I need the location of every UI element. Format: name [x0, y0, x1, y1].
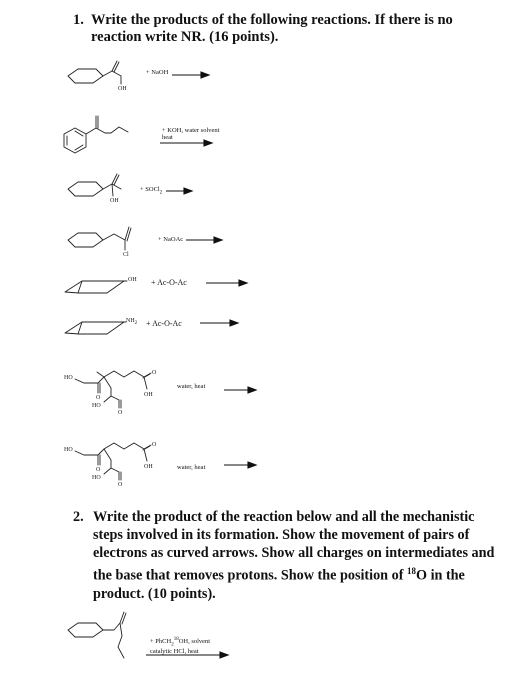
arrow-7 — [224, 387, 256, 393]
atom-label: OH — [118, 86, 127, 92]
arrow-6 — [200, 320, 238, 326]
reagent-2: + KOH, water solvent heat — [162, 127, 220, 141]
arrow-3 — [166, 188, 192, 194]
arrow-4 — [186, 237, 222, 243]
atom-label: O — [152, 442, 157, 448]
atom-label: HO — [64, 447, 73, 453]
reagent-6: + Ac-O-Ac — [146, 319, 182, 328]
atom-label: O — [118, 482, 123, 488]
reagent-4: + NaOAc — [158, 236, 184, 243]
atom-label: O — [152, 370, 157, 376]
atom-label: O — [96, 395, 101, 401]
question-2-number: 2. — [73, 509, 84, 525]
atom-label: O — [118, 410, 123, 416]
atom-label: HO — [64, 375, 73, 381]
question-1-number: 1. — [73, 12, 84, 28]
atom-label: HO — [92, 403, 101, 409]
reagent-7: water, heat — [177, 383, 206, 390]
reagent-3: + SOCl$_2$ — [140, 186, 163, 196]
question-1-text: Write the products of the following reactions. If there is no reaction write NR. (16 points). — [91, 12, 453, 45]
atom-label: HO — [92, 475, 101, 481]
reagent-5: + Ac-O-Ac — [151, 278, 187, 287]
question-2-text: Write the product of the reaction below and all the mechanistic steps involved in its formation. Show the movement of pairs of electrons as curved arrows. Show all charges on intermediates and the base that removes protons. Show the position of $^{18}$O in the product. (10 points). — [93, 509, 495, 602]
atom-label: $NH_2$ — [126, 318, 138, 327]
atom-label: OH — [128, 277, 137, 283]
reagent-q2: + PhCH$_2^{18}$OH, solvent catalytic HCl, heat — [150, 637, 211, 656]
question-2 — [73, 508, 501, 603]
arrow-8 — [224, 462, 256, 468]
atom-label: OH — [144, 392, 153, 398]
arrow-5 — [206, 280, 247, 286]
arrow-1 — [172, 72, 209, 78]
reagent-8: water, heat — [177, 464, 206, 471]
atom-label: OH — [144, 464, 153, 470]
reagent-1: + NaOH — [146, 69, 169, 76]
arrow-2 — [160, 140, 212, 146]
atom-label: Cl — [123, 252, 129, 258]
atom-label: O — [96, 467, 101, 473]
atom-label: OH — [110, 198, 119, 204]
